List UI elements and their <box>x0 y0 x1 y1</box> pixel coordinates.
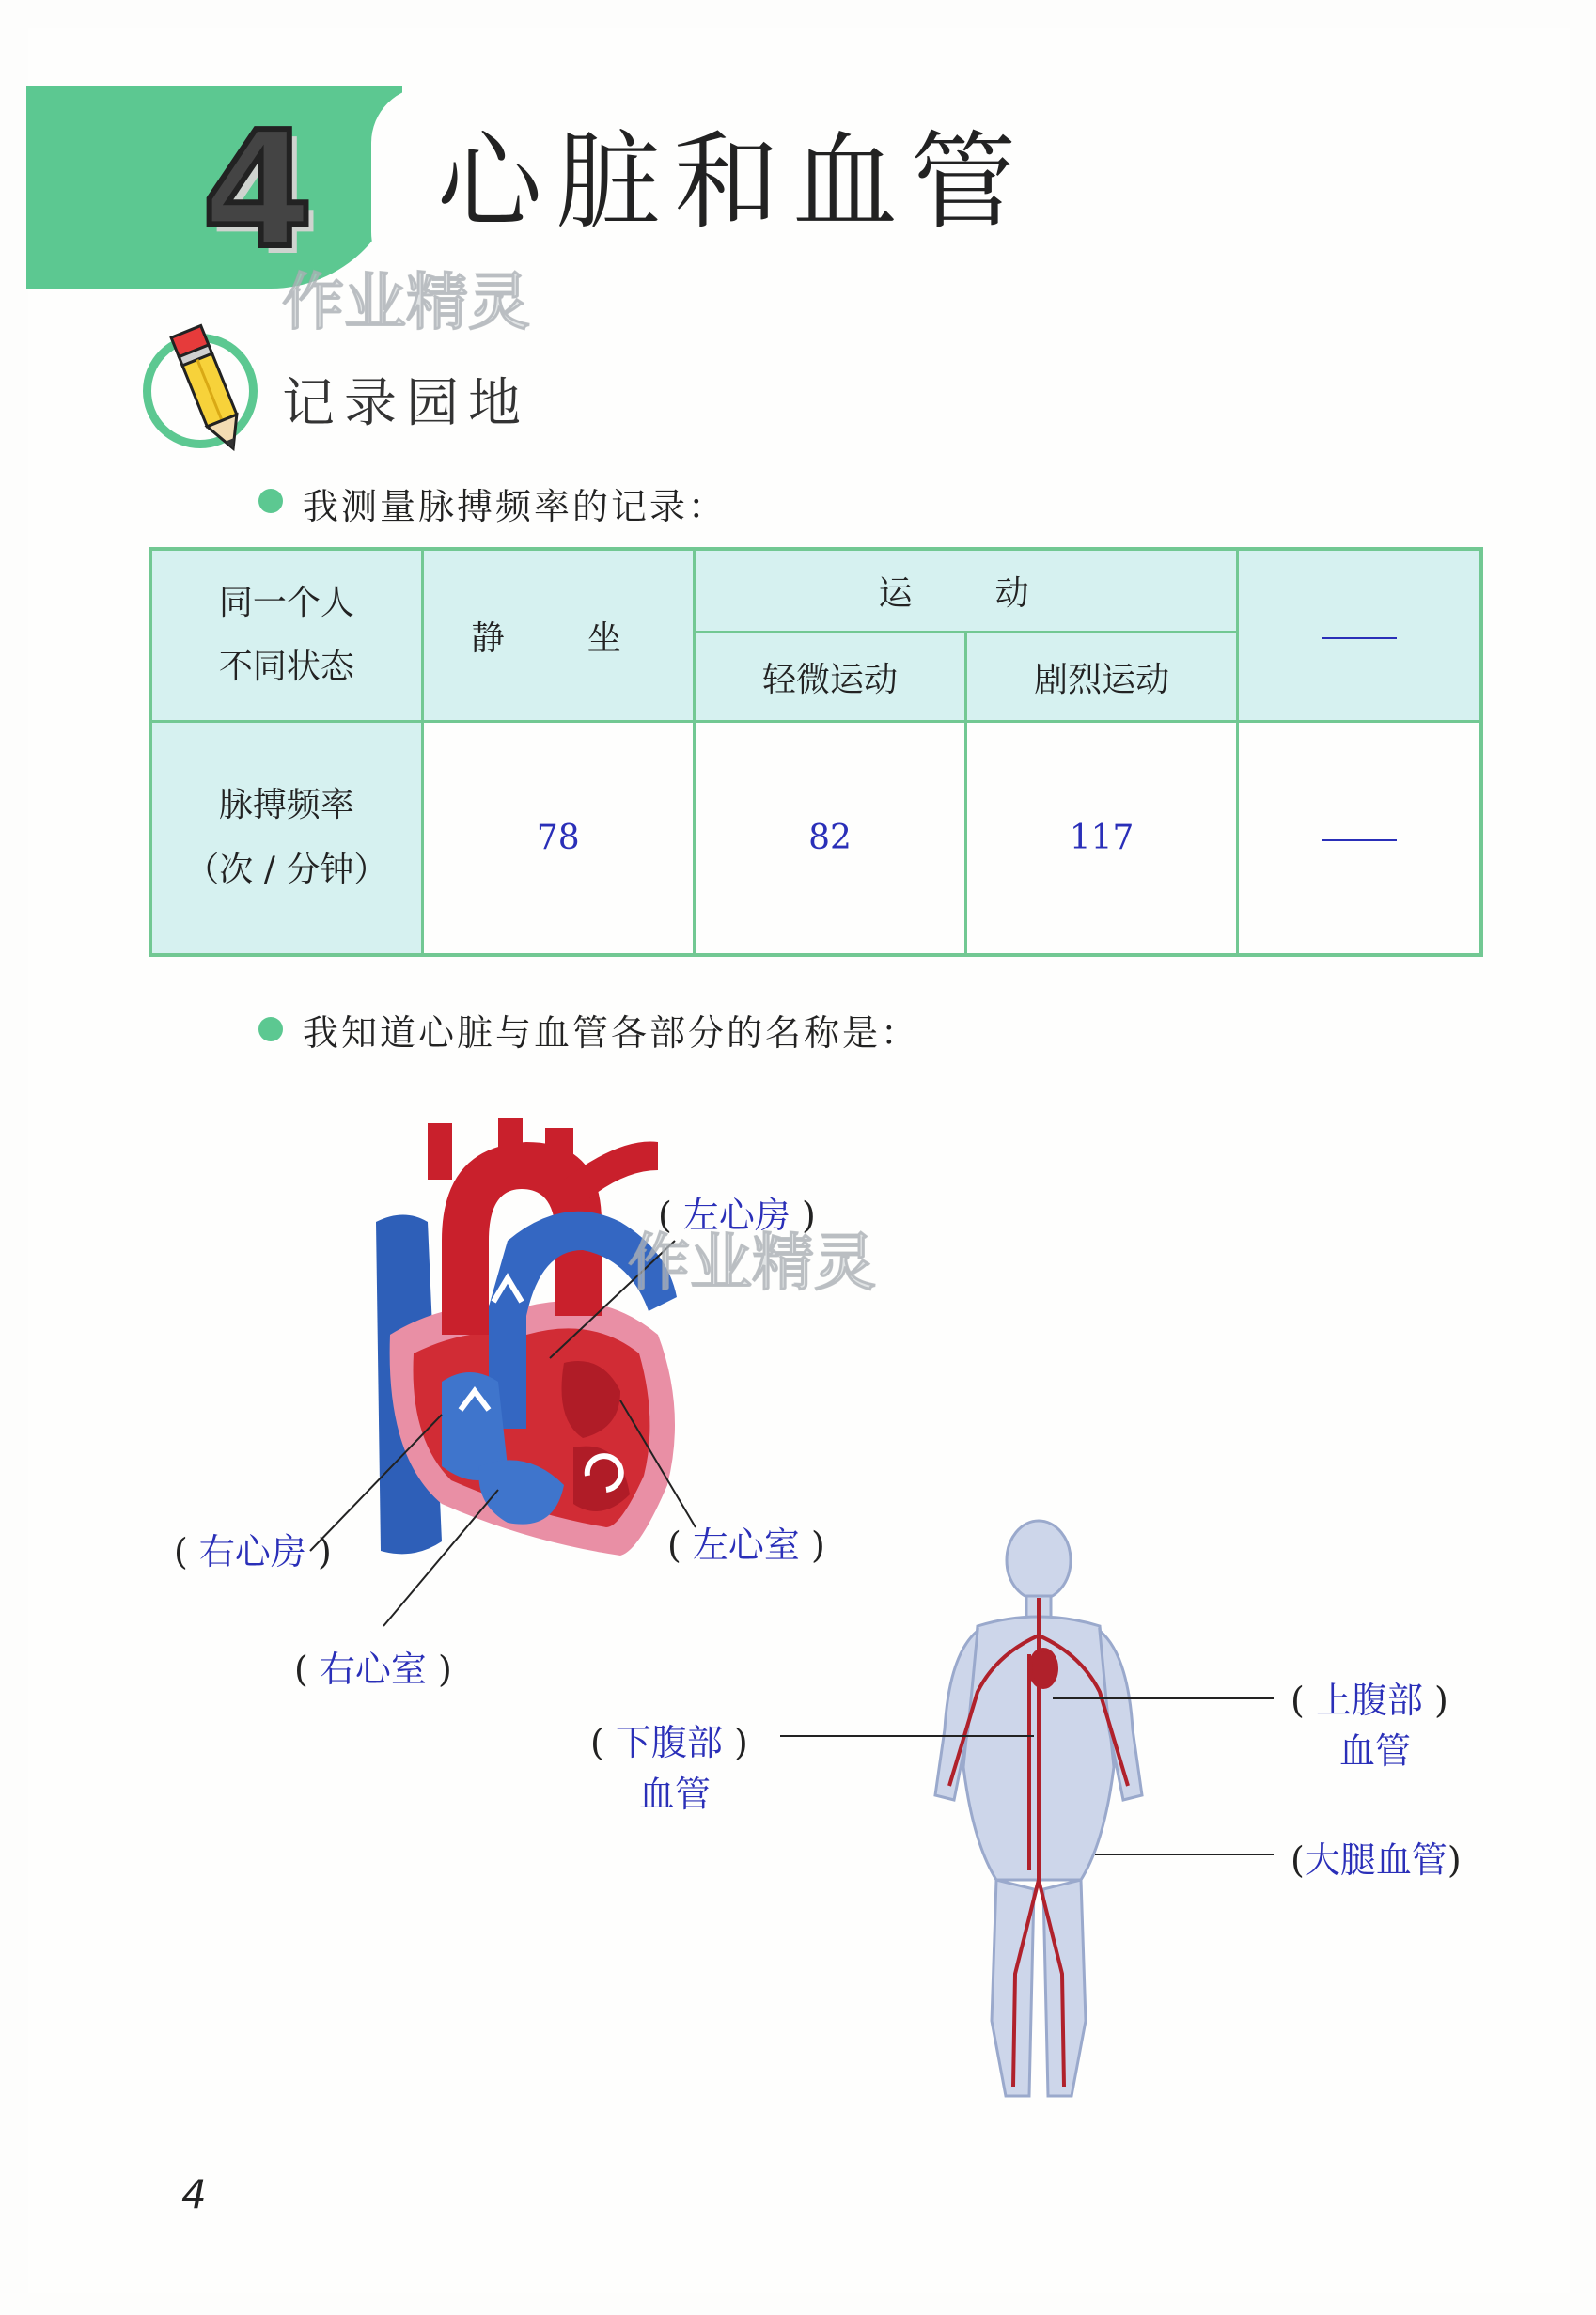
col-exercise-label: 运 动 <box>878 574 1054 614</box>
artery-branch <box>498 1118 523 1170</box>
label-left-atrium: ( 左心房 ) <box>658 1195 816 1236</box>
label-right-atrium: ( 右心房 ) <box>174 1531 332 1572</box>
section-title: 记录园地 <box>282 373 530 434</box>
page-number: 4 <box>181 2171 207 2217</box>
chapter-title: 心脏和血管 <box>437 121 1029 243</box>
answer-lower-abdomen-line2: 血管 <box>639 1774 712 1815</box>
answer-left-ventricle: 左心室 <box>692 1525 800 1566</box>
label-left-ventricle: ( 左心室 ) <box>667 1525 825 1566</box>
heart-illustration <box>376 1118 677 1556</box>
watermark: 作业精灵 <box>282 266 530 338</box>
pulse-line-2: （次 / 分钟） <box>185 850 388 889</box>
col-sit-label: 静 坐 <box>470 618 646 658</box>
table-col-intense: 剧烈运动 <box>966 633 1238 722</box>
chapter-number: 4 <box>202 98 314 284</box>
state-line-1: 同一个人 <box>218 583 354 622</box>
artery-branch <box>428 1123 452 1180</box>
pulse-line-1: 脉搏频率 <box>218 786 354 825</box>
answer-right-ventricle: 右心室 <box>319 1649 427 1690</box>
answer-left-atrium: 左心房 <box>682 1195 790 1236</box>
label-lower-abdomen: ( 下腹部 ) <box>590 1722 748 1763</box>
answer-thigh: 大腿血管 <box>1304 1839 1447 1881</box>
prompt-pulse-record: 我测量脉搏频率的记录： <box>303 486 728 527</box>
label-right-ventricle: ( 右心室 ) <box>294 1649 452 1690</box>
value-intense: 117 <box>966 722 1238 955</box>
artery-branch <box>564 1142 658 1209</box>
answer-right-atrium: 右心房 <box>198 1531 306 1572</box>
answer-upper-abdomen-line2: 血管 <box>1339 1730 1412 1772</box>
table-col-light: 轻微运动 <box>694 633 965 722</box>
answer-lower-abdomen: 下腹部 <box>615 1722 723 1763</box>
value-sit: 78 <box>422 722 694 955</box>
prompt-heart-names: 我知道心脏与血管各部分的名称是： <box>303 1012 920 1054</box>
label-upper-abdomen: ( 上腹部 ) <box>1291 1680 1448 1721</box>
state-line-2: 不同状态 <box>218 648 354 687</box>
label-thigh: (大腿血管) <box>1291 1839 1462 1881</box>
answer-upper-abdomen: 上腹部 <box>1315 1680 1423 1721</box>
watermark: 作业精灵 <box>628 1227 876 1299</box>
value-light: 82 <box>694 722 965 955</box>
